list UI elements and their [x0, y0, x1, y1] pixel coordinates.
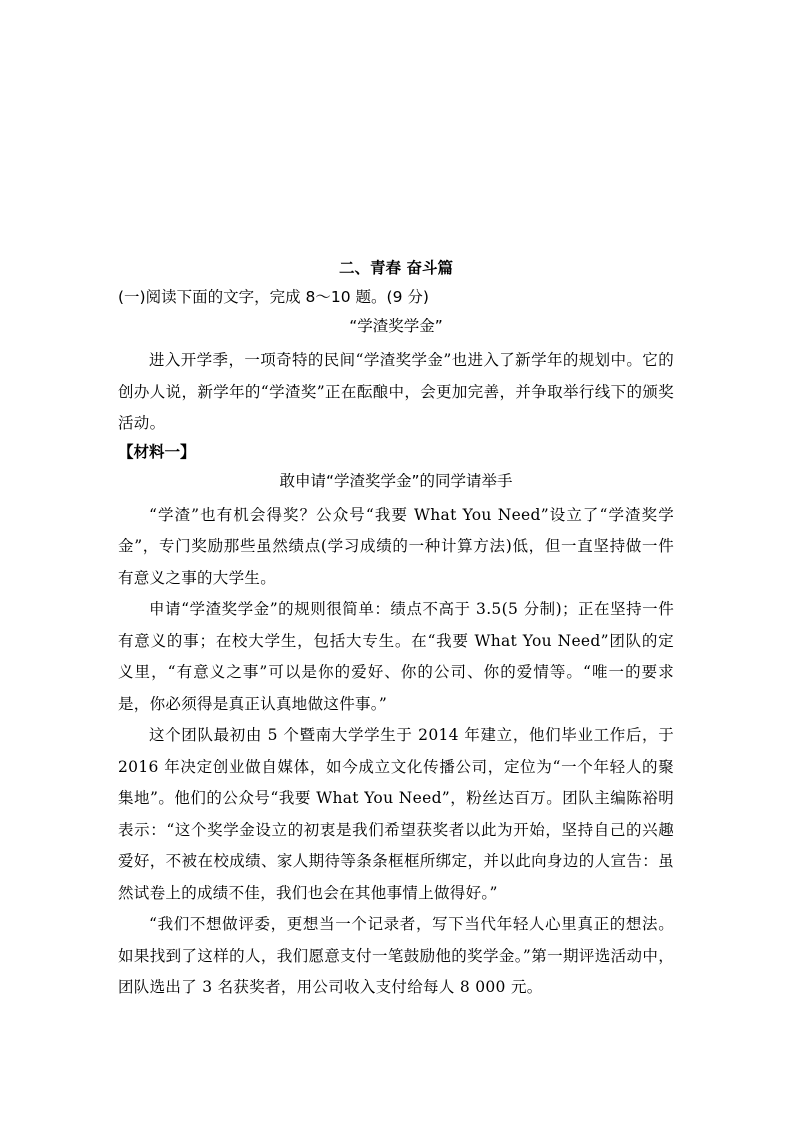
paragraph-4: “我们不想做评委，更想当一个记录者，写下当代年轻人心里真正的想法。如果找到了这样的人，我们愿意支付一笔鼓励他的奖学金。”第一期评选活动中，团队选出了 3 名获奖者，用公司收入支付给每人 8 000 元。: [118, 915, 674, 996]
question-instruction: (一)阅读下面的文字，完成 8～10 题。(9 分): [118, 288, 429, 306]
section-title: 二、青春 奋斗篇: [339, 259, 453, 277]
paragraph-3: 这个团队最初由 5 个暨南大学学生于 2014 年建立，他们毕业工作后，于 2016 年决定创业做自媒体，如今成立文化传播公司，定位为“一个年轻人的聚集地”。他们的公众号“我要 What You Need”，粉丝达百万。团队主编陈裕明表示：“这个奖学金设立的初衷是我们希望获奖者以此为开始，坚持自己的兴趣爱好，不被在校成绩、家人期待等条条框框所绑定，并以此向身边的人宣告：虽然试卷上的成绩不佳，我们也会在其他事情上做得好。”: [118, 726, 674, 902]
material-subtitle: 敢申请“学渣奖学金”的同学请举手: [279, 471, 513, 490]
paragraph-1: “学渣”也有机会得奖？公众号“我要 What You Need”设立了“学渣奖学金”，专门奖励那些虽然绩点(学习成绩的一种计算方法)低，但一直坚持做一件有意义之事的大学生。: [118, 505, 674, 587]
paragraph-2: 申请“学渣奖学金”的规则很简单：绩点不高于 3.5(5 分制)；正在坚持一件有意义的事；在校大学生，包括大专生。在“我要 What You Need”团队的定义里，“有意义之事”可以是你的爱好、你的公司、你的爱情等。“唯一的要求是，你必须得是真正认真地做这件事。”: [118, 600, 674, 713]
intro-paragraph: 进入开学季，一项奇特的民间“学渣奖学金”也进入了新学年的规划中。它的创办人说，新学年的“学渣奖”正在酝酿中，会更加完善，并争取举行线下的颁奖活动。: [118, 351, 674, 432]
material-label: 【材料一】: [118, 442, 196, 461]
article-title: “学渣奖学金”: [349, 317, 443, 335]
document-content: [118, 256, 674, 1004]
